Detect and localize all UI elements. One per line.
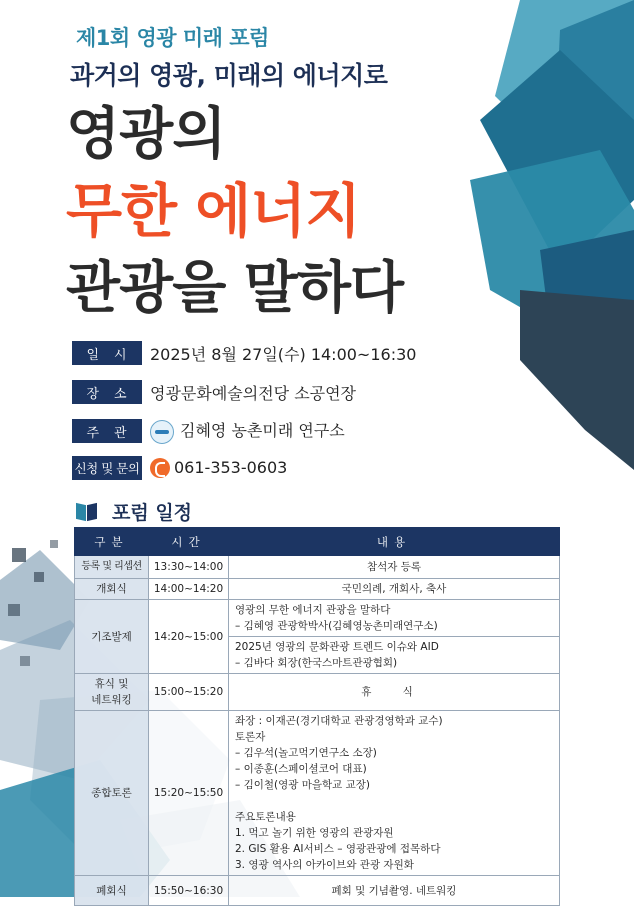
- row-content: [229, 600, 560, 637]
- table-row: [75, 876, 560, 906]
- row-content: 휴 식: [229, 674, 560, 711]
- column-header-time: 시간: [149, 528, 229, 556]
- info-contact-label: 신청 및 문의: [72, 456, 142, 480]
- schedule-table: [74, 527, 560, 906]
- table-row: [75, 579, 560, 600]
- table-row: [75, 674, 560, 711]
- info-venue: [72, 379, 356, 405]
- info-venue-value: 영광문화예술의전당 소공연장: [150, 383, 357, 403]
- info-venue-label: 장 소: [72, 380, 142, 404]
- row-division: 폐회식: [75, 876, 149, 906]
- content-line: 1. 먹고 놀기 위한 영광의 관광자원: [235, 827, 394, 839]
- row-time: 14:00~14:20: [149, 579, 229, 600]
- info-date-value: 2025년 8월 27일(수) 14:00~16:30: [150, 344, 417, 364]
- forum-subtitle: 과거의 영광, 미래의 에너지로: [70, 61, 388, 90]
- row-content: 국민의례, 개회사, 축사: [229, 579, 560, 600]
- division-line: 네트워킹: [91, 694, 132, 706]
- row-division: 기조발제: [75, 600, 149, 674]
- row-content: [229, 711, 560, 876]
- title-line-1: 영광의: [66, 102, 226, 167]
- row-content: 참석자 등록: [229, 556, 560, 579]
- row-time: 15:20~15:50: [149, 711, 229, 876]
- row-division: 개회식: [75, 579, 149, 600]
- forum-edition-label: 제1회 영광 미래 포럼: [76, 26, 269, 50]
- content-line: 주요토론내용: [235, 811, 296, 823]
- content-line: 2. GIS 활용 AI서비스 – 영광관광에 접목하다: [235, 843, 441, 855]
- book-icon: [76, 502, 98, 522]
- deco-shape: [520, 290, 634, 470]
- title-line-2: 무한 에너지: [66, 177, 361, 245]
- content-line: 3. 영광 역사의 아카이브와 관광 자원화: [235, 859, 414, 871]
- row-time: 14:20~15:00: [149, 600, 229, 674]
- row-time: 13:30~14:00: [149, 556, 229, 579]
- content-line: 영광의 무한 에너지 관광을 말하다: [235, 604, 391, 616]
- content-line: 2025년 영광의 문화관광 트렌드 이슈와 AID: [235, 641, 439, 653]
- content-line: – 김바다 회장(한국스마트관광협회): [235, 657, 398, 669]
- schedule-heading: [76, 498, 192, 525]
- table-header-row: [75, 528, 560, 556]
- row-division: 등록 및 리셉션: [75, 556, 149, 579]
- deco-square: [12, 548, 26, 562]
- table-row: [75, 556, 560, 579]
- row-time: 15:50~16:30: [149, 876, 229, 906]
- info-organizer-label: 주 관: [72, 419, 142, 443]
- row-content: 폐회 및 기념촬영. 네트워킹: [229, 876, 560, 906]
- column-header-division: 구분: [75, 528, 149, 556]
- content-line: – 김혜영 관광학박사(김혜영농촌미래연구소): [235, 620, 438, 632]
- deco-square: [50, 540, 58, 548]
- table-row: [75, 711, 560, 876]
- row-division: [75, 674, 149, 711]
- row-division: 종합토론: [75, 711, 149, 876]
- info-organizer: [72, 418, 345, 444]
- row-content: [229, 637, 560, 674]
- organization-logo-icon: [150, 420, 174, 444]
- content-line: – 김이철(영광 마을학교 교장): [235, 779, 371, 791]
- deco-square: [34, 572, 44, 582]
- info-contact-value[interactable]: 061-353-0603: [174, 457, 288, 477]
- column-header-content: 내용: [229, 528, 560, 556]
- phone-icon: [150, 458, 170, 478]
- content-line: 토론자: [235, 731, 266, 743]
- table-row: [75, 600, 560, 637]
- info-date-label: 일 시: [72, 341, 142, 365]
- deco-square: [8, 604, 20, 616]
- info-organizer-value: 김혜영 농촌미래 연구소: [180, 421, 345, 441]
- content-line: – 이종훈(스페이셜코어 대표): [235, 763, 367, 775]
- division-line: 휴식 및: [94, 678, 129, 690]
- info-date: [72, 340, 416, 366]
- schedule-title: 포럼 일정: [112, 502, 193, 524]
- deco-square: [20, 656, 30, 666]
- info-contact: [72, 455, 287, 481]
- content-line: 좌장 : 이재곤(경기대학교 관광경영학과 교수): [235, 715, 443, 727]
- row-time: 15:00~15:20: [149, 674, 229, 711]
- content-line: – 김우석(놀고먹기연구소 소장): [235, 747, 377, 759]
- content-line: [235, 793, 553, 809]
- title-line-3: 관광을 말하다: [66, 256, 404, 321]
